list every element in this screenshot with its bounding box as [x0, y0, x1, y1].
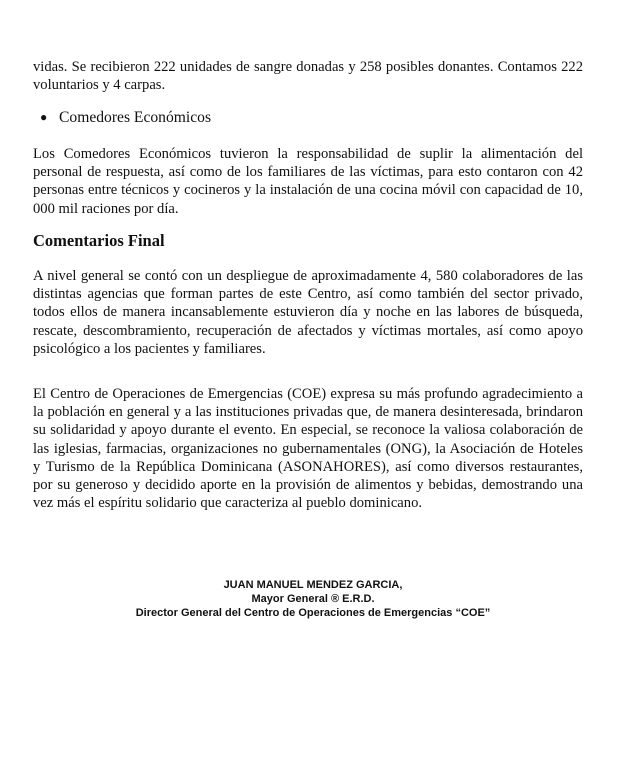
- signature-name: JUAN MANUEL MENDEZ GARCIA,: [223, 579, 403, 591]
- paragraph-comedores: Los Comedores Económicos tuvieron la responsabilidad de suplir la alimentación del personal de respuesta, así como de los familiares de las víctimas, para esto contaron con 42 personas entre técnicos y cocineros y la instalación de una cocina móvil con capacidad de 10, 000 mil raciones por día.: [33, 146, 583, 217]
- section-heading: Comentarios Final: [33, 231, 165, 250]
- paragraph-general: A nivel general se contó con un despliegue de aproximadamente 4, 580 colaboradores de las distintas agencias que forman partes de este Centro, así como también del sector privado, todos ellos de manera incansablemente estuvieron día y noche en las labores de búsqueda, rescate, descombramiento, recuperación de afectados y víctimas mortales, así como apoyo psicológico a los pacientes y familiares.: [33, 268, 583, 357]
- bullet-icon: ●: [40, 110, 48, 124]
- bullet-label: Comedores Económicos: [59, 109, 212, 126]
- paragraph-intro: vidas. Se recibieron 222 unidades de sangre donadas y 258 posibles donantes. Contamos 222 voluntarios y 4 carpas.: [33, 59, 583, 94]
- paragraph-agradecimiento: El Centro de Operaciones de Emergencias (COE) expresa su más profundo agradecimiento a la población en general y a las instituciones privadas que, de manera desinteresada, brindaron su solidaridad y apoyo durante el evento. En especial, se reconoce la valiosa colaboración de las iglesias, farmacias, organizaciones no gubernamentales (ONG), la Asociación de Hoteles y Turismo de la República Dominicana (ASONAHORES), así como diversos restaurantes, por su generoso y decidido aporte en la provisión de alimentos y bebidas, demostrando una vez más el espíritu solidario que caracteriza al pueblo dominicano.: [33, 386, 583, 512]
- signature-rank: Mayor General ® E.R.D.: [251, 593, 375, 605]
- signature-title: Director General del Centro de Operaciones de Emergencias “COE”: [135, 607, 491, 619]
- bullet-comedores: [40, 107, 211, 128]
